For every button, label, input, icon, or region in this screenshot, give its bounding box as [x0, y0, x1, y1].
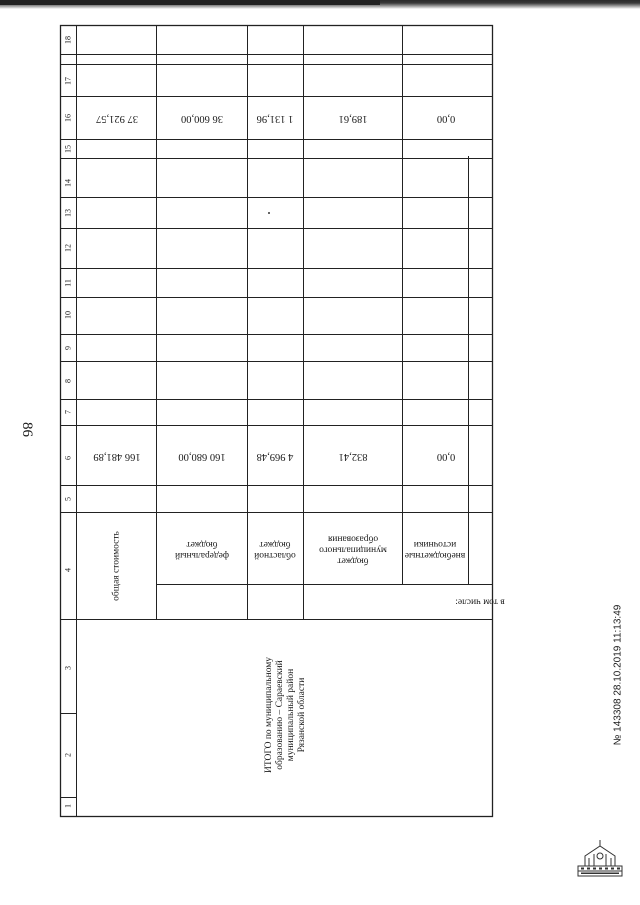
total-label: ИТОГО по муниципальному образованию – Сараевский муниципальный район Рязанской области [264, 656, 307, 774]
col-number-11: 11 [63, 279, 73, 287]
value-municipal-col6: 832,41 [338, 451, 368, 462]
page-number: 86 [19, 422, 35, 437]
col-number-6: 6 [63, 456, 73, 460]
col-number-13: 13 [63, 209, 73, 217]
including-label: в том числе: [455, 596, 505, 607]
col-number-3: 3 [63, 666, 73, 670]
col-number-8: 8 [63, 379, 73, 383]
col-number-5: 5 [63, 497, 73, 501]
col-number-14: 14 [63, 179, 73, 187]
col-number-18: 18 [63, 36, 73, 44]
value-extrabudgetary-col16: 0,00 [436, 113, 456, 124]
col-number-9: 9 [63, 346, 73, 350]
row-label-total-cost: общая стоимость [111, 531, 122, 601]
col-number-17: 17 [63, 77, 73, 85]
col-number-15: 15 [63, 145, 73, 153]
col-number-10: 10 [63, 311, 73, 319]
registration-stamp: № 143308 28.10.2019 11:13:49 [612, 604, 624, 746]
row-label-municipal: бюджет муниципального образования [319, 533, 387, 566]
col-number-16: 16 [63, 114, 73, 122]
ministry-emblem-icon [577, 838, 623, 878]
row-label-extrabudgetary: внебюджетные источники [404, 539, 466, 560]
col-number-1: 1 [63, 804, 73, 808]
col-number-12: 12 [63, 244, 73, 252]
scan-speck [268, 212, 270, 214]
value-regional-col16: 1 131,96 [256, 113, 294, 124]
value-federal-col16: 36 600,00 [181, 113, 223, 124]
value-federal-col6: 160 680,00 [178, 451, 226, 462]
value-regional-col6: 4 969,48 [256, 451, 294, 462]
value-municipal-col16: 189,61 [338, 113, 368, 124]
row-label-regional: областной бюджет [254, 539, 296, 560]
value-total-cost-col16: 37 921,57 [96, 113, 138, 124]
col-number-4: 4 [63, 568, 73, 572]
value-total-cost-col6: 166 481,89 [93, 451, 141, 462]
col-number-2: 2 [63, 753, 73, 757]
row-label-federal: федеральный бюджет [175, 539, 229, 560]
col-number-7: 7 [63, 410, 73, 414]
value-extrabudgetary-col6: 0,00 [436, 451, 456, 462]
